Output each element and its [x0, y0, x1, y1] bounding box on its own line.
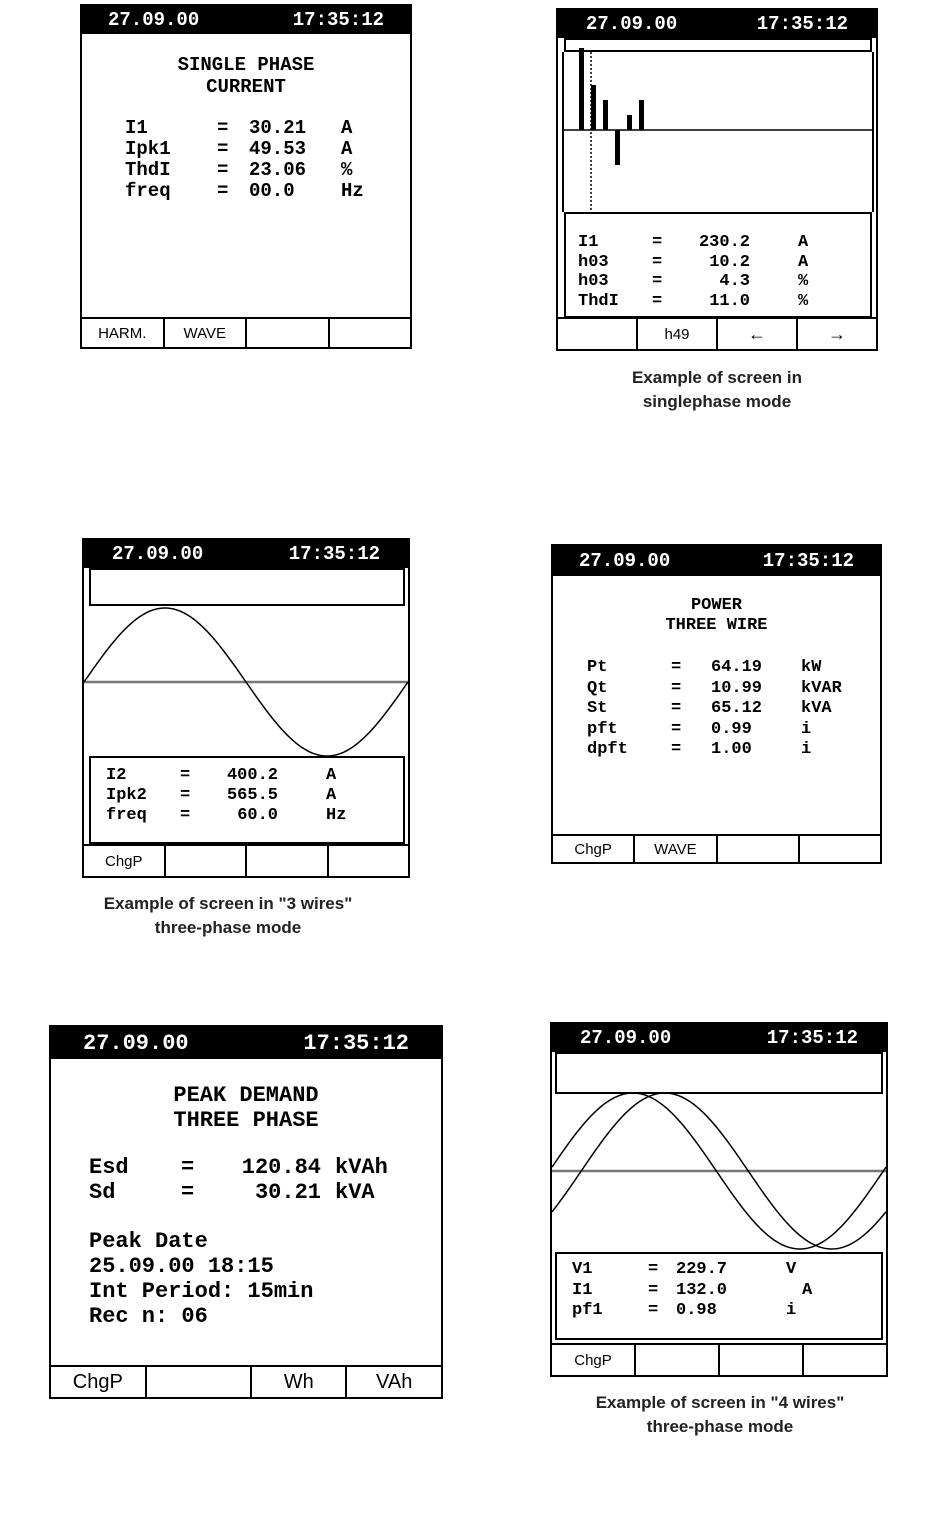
peak-date-label: Peak Date — [89, 1229, 208, 1254]
measurement-value: 30.21 — [249, 117, 307, 139]
function-key-bar — [553, 834, 880, 862]
measurement-unit: kVA — [801, 699, 832, 718]
equals-sign: = — [671, 658, 682, 677]
measurement-unit: A — [798, 252, 809, 272]
header-strip — [564, 38, 872, 52]
page-title — [553, 597, 880, 634]
function-key-3[interactable] — [247, 846, 329, 876]
measurement-unit: A — [326, 766, 337, 785]
date-label: 27.09.00 — [586, 13, 678, 35]
time-label: 17:35:12 — [756, 13, 848, 35]
measurement-label: I1 — [578, 233, 599, 252]
equals-sign: = — [180, 786, 191, 805]
peak-date-value: 25.09.00 18:15 — [89, 1254, 274, 1279]
function-key-1[interactable] — [558, 319, 638, 349]
harmonics-bar-graph — [558, 52, 876, 212]
wave-button[interactable]: WAVE — [165, 319, 248, 347]
caption-line-1: Example of screen in — [631, 368, 803, 387]
measurement-label: Pt — [587, 658, 608, 677]
screen-single-phase-current — [80, 4, 412, 349]
function-key-3[interactable] — [718, 836, 800, 862]
harmonic-bar — [639, 100, 644, 130]
function-key-4[interactable] — [804, 1345, 886, 1375]
wave-button[interactable]: WAVE — [635, 836, 717, 862]
measurement-row — [106, 786, 346, 806]
measurement-row — [587, 740, 842, 761]
equals-sign: = — [181, 1180, 195, 1205]
measurement-row — [125, 160, 364, 181]
caption-three-wires — [60, 892, 396, 940]
function-key-4[interactable] — [329, 846, 409, 876]
caption-four-wires — [555, 1391, 885, 1439]
measurement-row — [578, 292, 808, 312]
measurement-unit: i — [801, 740, 812, 759]
date-label: 27.09.00 — [579, 550, 671, 572]
measurement-unit: kVAh — [335, 1155, 388, 1180]
caption-singlephase — [556, 366, 878, 414]
status-bar — [558, 10, 876, 38]
equals-sign: = — [652, 291, 663, 311]
measurement-unit: A — [802, 1280, 813, 1300]
measurement-row — [572, 1281, 812, 1302]
caption-line-2: three-phase mode — [154, 918, 302, 937]
measurement-unit: kVA — [335, 1180, 375, 1205]
function-key-bar — [51, 1365, 441, 1397]
equals-sign: = — [652, 233, 663, 252]
measurement-label: St — [587, 699, 608, 718]
equals-sign: = — [217, 159, 229, 181]
measurement-list — [578, 233, 808, 311]
equals-sign: = — [648, 1260, 659, 1279]
measurement-row — [572, 1301, 812, 1322]
measurement-value: 229.7 — [676, 1260, 728, 1279]
measurement-value: 10.2 — [709, 252, 750, 272]
measurement-row — [106, 806, 346, 826]
status-bar — [553, 546, 880, 576]
equals-sign: = — [652, 272, 663, 291]
date-label: 27.09.00 — [108, 9, 200, 31]
chgp-button[interactable]: ChgP — [84, 846, 166, 876]
time-label: 17:35:12 — [762, 550, 854, 572]
function-key-4[interactable] — [800, 836, 880, 862]
header-strip — [89, 568, 405, 606]
function-key-3[interactable] — [720, 1345, 804, 1375]
harmonic-bar — [591, 85, 596, 130]
header-strip — [555, 1052, 883, 1094]
title-line-2: THREE WIRE — [665, 616, 768, 635]
page-title — [82, 56, 410, 97]
equals-sign: = — [671, 678, 682, 698]
time-label: 17:35:12 — [766, 1027, 858, 1049]
title-line-1: PEAK DEMAND — [173, 1083, 319, 1108]
measurement-list — [125, 118, 364, 202]
function-key-bar — [558, 317, 876, 349]
status-bar — [51, 1027, 441, 1059]
measurement-unit: Hz — [341, 180, 364, 202]
measurement-row — [587, 699, 842, 720]
arrow-right-button[interactable]: → — [828, 323, 846, 344]
measurement-unit: A — [341, 117, 353, 139]
arrow-left-button[interactable]: ← — [718, 319, 798, 349]
screen-wave-four-wires — [550, 1022, 888, 1377]
measurement-list — [572, 1260, 812, 1322]
measurement-row — [578, 253, 808, 273]
time-label: 17:35:12 — [292, 9, 384, 31]
measurement-row — [587, 658, 842, 679]
harmonic-bar — [615, 130, 620, 165]
measurement-value: 0.99 — [711, 719, 752, 739]
measurement-value: 120.84 — [241, 1155, 321, 1180]
equals-sign: = — [671, 740, 682, 759]
equals-sign: = — [648, 1301, 659, 1320]
caption-line-1: Example of screen in "3 wires" — [103, 894, 353, 913]
screen-harmonics-singlephase — [556, 8, 878, 351]
measurement-unit: i — [801, 719, 812, 739]
measurement-unit: kVAR — [801, 678, 842, 698]
function-key-2[interactable] — [147, 1367, 252, 1397]
measurement-value: 400.2 — [226, 766, 278, 785]
function-key-2[interactable] — [636, 1345, 720, 1375]
harm-button[interactable]: HARM. — [82, 319, 165, 347]
measurement-label: V1 — [572, 1260, 593, 1279]
measurement-label: I1 — [572, 1280, 593, 1300]
measurement-label: pf1 — [572, 1301, 603, 1320]
caption-line-2: singlephase mode — [642, 392, 792, 411]
function-key-2[interactable] — [166, 846, 248, 876]
equals-sign: = — [180, 806, 191, 825]
title-line-2: THREE PHASE — [173, 1108, 319, 1133]
measurement-unit: kW — [801, 658, 822, 677]
chgp-button[interactable]: ChgP — [553, 836, 635, 862]
measurement-unit: A — [798, 233, 809, 252]
function-key-3[interactable] — [247, 319, 330, 347]
caption-line-1: Example of screen in "4 wires" — [595, 1393, 845, 1412]
measurement-unit: A — [341, 138, 353, 160]
measurement-value: 0.98 — [676, 1301, 717, 1320]
measurement-unit: A — [326, 786, 337, 805]
title-line-1: SINGLE PHASE — [177, 54, 315, 76]
equals-sign: = — [671, 719, 682, 739]
measurement-list — [587, 658, 842, 761]
measurement-unit: Hz — [326, 806, 347, 825]
measurement-row — [125, 181, 364, 202]
status-bar — [82, 6, 410, 34]
measurement-row — [572, 1260, 812, 1281]
equals-sign: = — [217, 180, 229, 202]
equals-sign: = — [648, 1280, 659, 1300]
measurement-label: Qt — [587, 678, 608, 698]
measurement-label: dpft — [587, 740, 628, 759]
measurement-value: 230.2 — [698, 233, 750, 252]
equals-sign: = — [217, 117, 229, 139]
function-key-bar — [552, 1343, 886, 1375]
measurement-label: ThdI — [578, 291, 619, 311]
vah-button[interactable]: VAh — [376, 1370, 413, 1393]
measurement-value: 565.5 — [226, 786, 278, 805]
measurement-list — [106, 766, 346, 826]
measurement-list — [89, 1155, 388, 1329]
measurement-label: freq — [106, 806, 147, 825]
measurement-value: 49.53 — [249, 138, 307, 160]
measurement-row — [578, 272, 808, 292]
measurement-row — [587, 679, 842, 700]
title-line-1: POWER — [690, 596, 742, 615]
measurement-label: h03 — [578, 272, 609, 291]
equals-sign: = — [671, 699, 682, 718]
h49-button[interactable]: h49 — [638, 319, 718, 349]
caption-line-2: three-phase mode — [646, 1417, 794, 1436]
equals-sign: = — [217, 138, 229, 160]
measurement-label: ThdI — [125, 159, 171, 181]
chgp-button[interactable]: ChgP — [51, 1367, 147, 1397]
harmonic-bar — [579, 48, 584, 130]
measurement-row — [89, 1155, 388, 1180]
chgp-button[interactable]: ChgP — [552, 1345, 636, 1375]
harmonic-bar — [603, 100, 608, 130]
function-key-bar — [82, 317, 410, 347]
measurement-row — [89, 1180, 388, 1205]
date-label: 27.09.00 — [83, 1030, 189, 1056]
status-bar — [84, 540, 408, 568]
measurement-unit: V — [786, 1260, 797, 1279]
measurement-label: I2 — [106, 766, 127, 785]
measurement-label: Sd — [89, 1180, 116, 1205]
measurement-row — [587, 720, 842, 741]
screen-power-three-wire — [551, 544, 882, 864]
measurement-value: 132.0 — [676, 1280, 728, 1300]
equals-sign: = — [180, 766, 191, 785]
page-title — [51, 1085, 441, 1132]
measurement-value: 4.3 — [719, 272, 750, 291]
measurement-unit: % — [341, 159, 353, 181]
date-label: 27.09.00 — [580, 1027, 672, 1049]
equals-sign: = — [181, 1155, 195, 1180]
measurement-label: pft — [587, 719, 618, 739]
measurement-value: 10.99 — [711, 678, 763, 698]
measurement-unit: i — [786, 1301, 797, 1320]
measurement-label: Ipk2 — [106, 786, 147, 805]
waveform-graph — [552, 1094, 886, 1252]
measurement-value: 30.21 — [254, 1180, 321, 1205]
measurement-value: 65.12 — [711, 699, 763, 718]
measurement-label: I1 — [125, 117, 148, 139]
measurement-value: 11.0 — [709, 291, 750, 311]
measurement-value: 60.0 — [237, 806, 278, 825]
record-number: Rec n: 06 — [89, 1304, 208, 1329]
waveform-graph — [84, 606, 408, 756]
measurement-label: Esd — [89, 1155, 129, 1180]
measurement-value: 64.19 — [711, 658, 763, 677]
measurement-label: Ipk1 — [125, 138, 171, 160]
measurement-value: 23.06 — [249, 159, 307, 181]
measurement-value: 00.0 — [249, 180, 295, 202]
measurement-row — [578, 233, 808, 253]
measurement-unit: % — [798, 291, 809, 311]
time-label: 17:35:12 — [288, 543, 380, 565]
status-bar — [552, 1024, 886, 1052]
measurement-label: freq — [125, 180, 171, 202]
measurement-row — [125, 139, 364, 160]
measurement-value: 1.00 — [711, 740, 752, 759]
title-line-2: CURRENT — [206, 76, 286, 98]
measurement-unit: % — [798, 272, 809, 291]
equals-sign: = — [652, 252, 663, 272]
measurement-row — [106, 766, 346, 786]
wh-button[interactable]: Wh — [252, 1367, 348, 1397]
harmonic-bar — [627, 115, 632, 130]
measurement-row — [125, 118, 364, 139]
date-label: 27.09.00 — [112, 543, 204, 565]
screen-peak-demand — [49, 1025, 443, 1399]
screen-wave-three-wires — [82, 538, 410, 878]
integration-period: Int Period: 15min — [89, 1279, 314, 1304]
time-label: 17:35:12 — [303, 1030, 409, 1056]
function-key-bar — [84, 844, 408, 876]
function-key-4[interactable] — [330, 319, 411, 347]
measurement-label: h03 — [578, 252, 609, 272]
